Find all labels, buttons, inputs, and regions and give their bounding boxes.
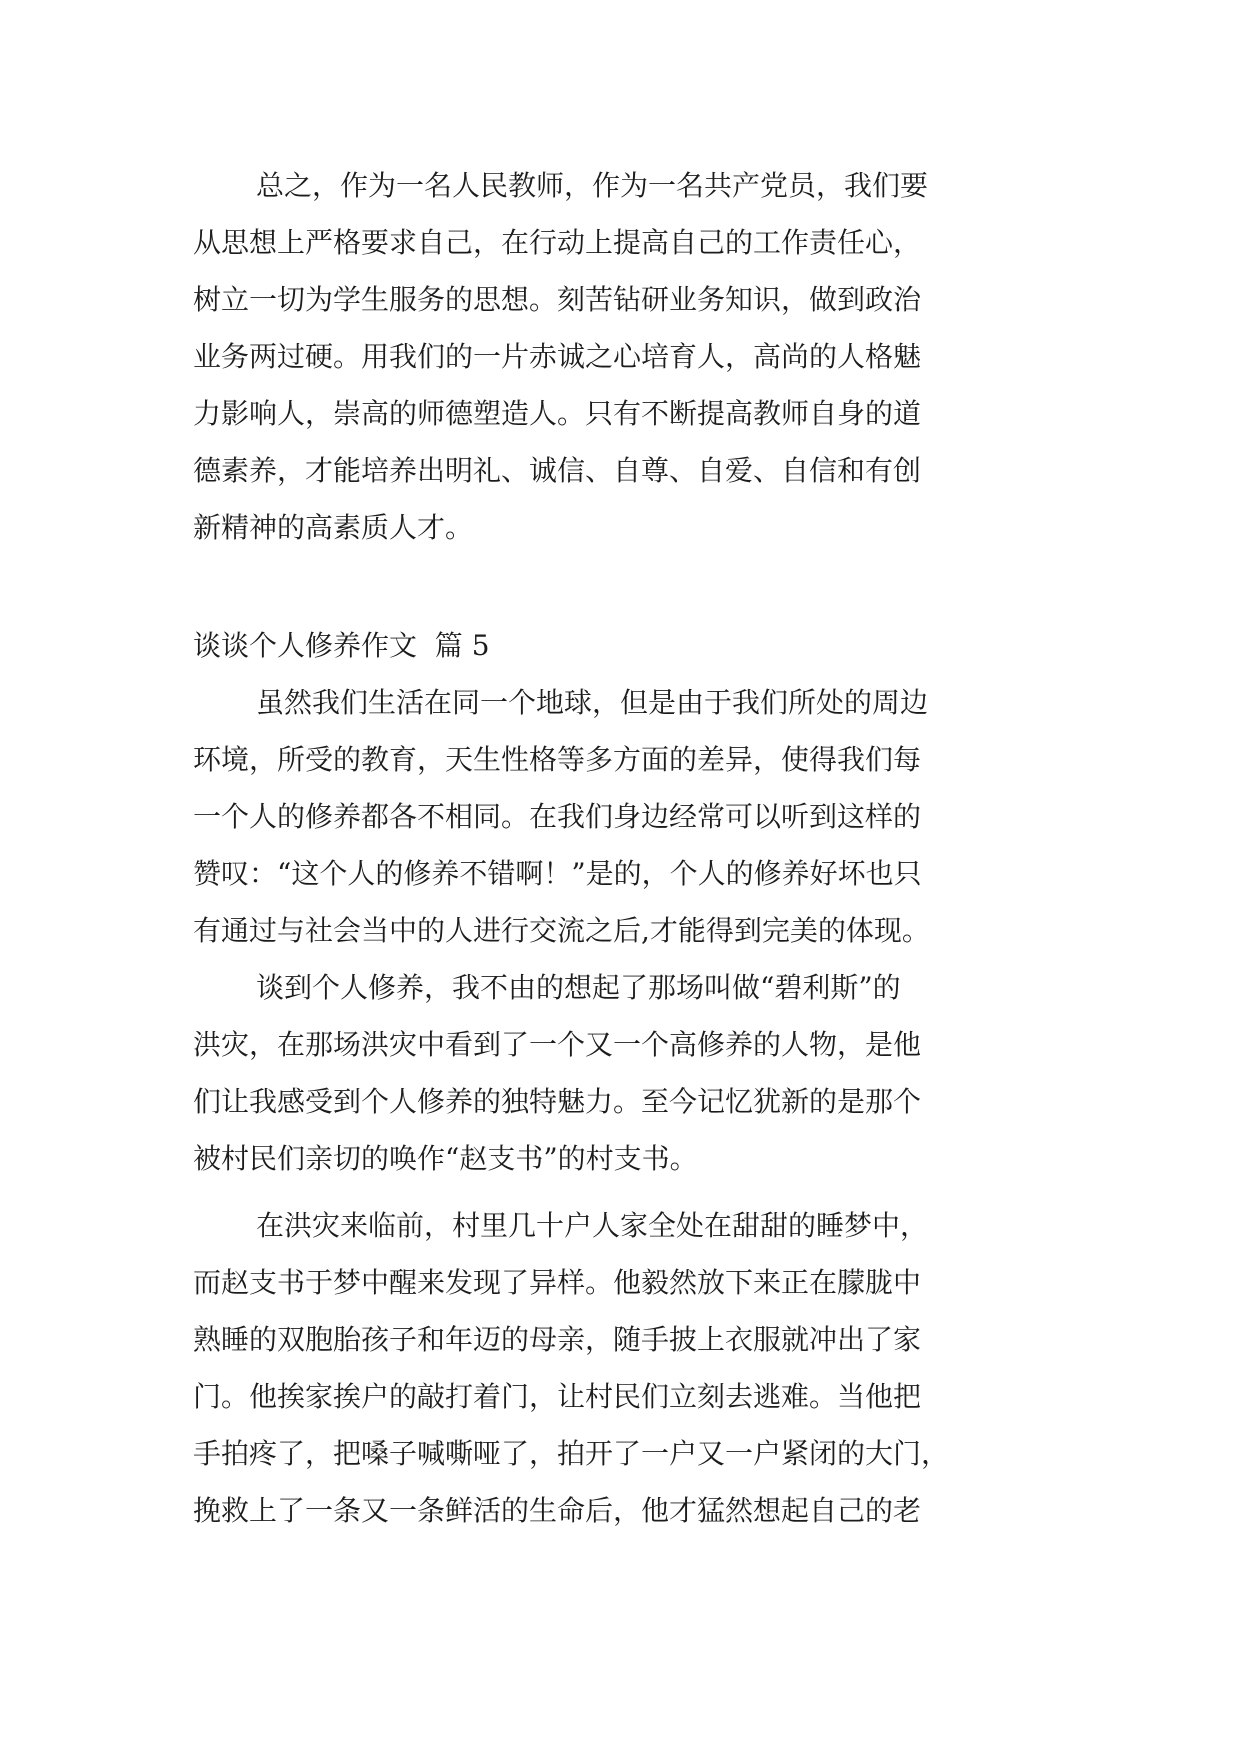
text-line: 赞叹：“这个人的修养不错啊！”是的，个人的修养好坏也只 — [193, 857, 922, 890]
text-line: 有通过与社会当中的人进行交流之后,才能得到完美的体现。 — [193, 914, 930, 947]
text-line: 德素养，才能培养出明礼、诚信、自尊、自爱、自信和有创 — [193, 454, 922, 487]
text-line: 树立一切为学生服务的思想。刻苦钻研业务知识，做到政治 — [193, 283, 922, 316]
text-line: 业务两过硬。用我们的一片赤诚之心培育人，高尚的人格魅 — [193, 340, 922, 373]
text-line: 门。他挨家挨户的敲打着门，让村民们立刻去逃难。当他把 — [193, 1380, 922, 1413]
text-line: 谈到个人修养，我不由的想起了那场叫做“碧利斯”的 — [256, 971, 901, 1004]
text-line: 新精神的高素质人才。 — [193, 511, 474, 544]
section-heading: 谈谈个人修养作文 篇 5 — [193, 629, 490, 662]
text-line: 从思想上严格要求自己，在行动上提高自己的工作责任心， — [193, 226, 922, 259]
text-line: 在洪灾来临前，村里几十户人家全处在甜甜的睡梦中， — [256, 1209, 929, 1242]
text-line: 手拍疼了，把嗓子喊嘶哑了，拍开了一户又一户紧闭的大门， — [193, 1437, 950, 1470]
text-line: 们让我感受到个人修养的独特魅力。至今记忆犹新的是那个 — [193, 1085, 922, 1118]
text-line: 总之，作为一名人民教师，作为一名共产党员，我们要 — [256, 169, 929, 202]
text-line: 挽救上了一条又一条鲜活的生命后，他才猛然想起自己的老 — [193, 1494, 922, 1527]
text-line: 熟睡的双胞胎孩子和年迈的母亲，随手披上衣服就冲出了家 — [193, 1323, 922, 1356]
text-line: 洪灾，在那场洪灾中看到了一个又一个高修养的人物，是他 — [193, 1028, 922, 1061]
text-line: 被村民们亲切的唤作“赵支书”的村支书。 — [193, 1142, 698, 1175]
text-line: 虽然我们生活在同一个地球，但是由于我们所处的周边 — [256, 686, 929, 719]
text-line: 环境，所受的教育，天生性格等多方面的差异，使得我们每 — [193, 743, 922, 776]
text-line: 一个人的修养都各不相同。在我们身边经常可以听到这样的 — [193, 800, 922, 833]
text-line: 力影响人，崇高的师德塑造人。只有不断提高教师自身的道 — [193, 397, 922, 430]
text-line: 而赵支书于梦中醒来发现了异样。他毅然放下来正在朦胧中 — [193, 1266, 922, 1299]
